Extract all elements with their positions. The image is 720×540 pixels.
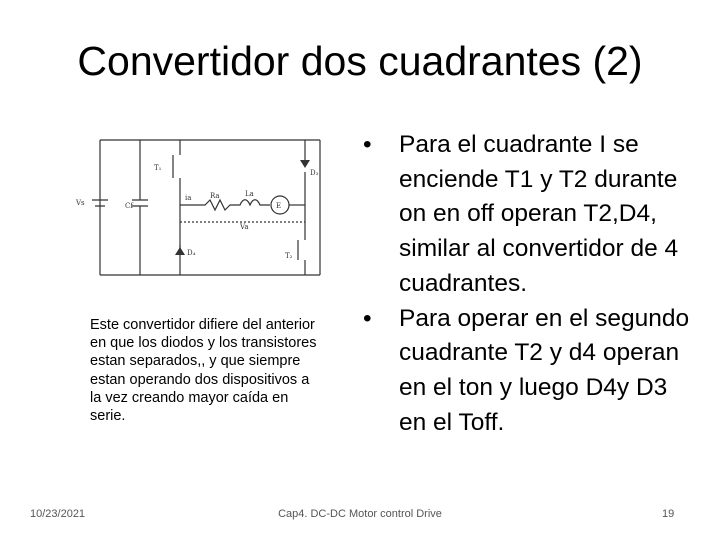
label-va: Va [240,223,249,231]
label-t2: T₂ [285,252,293,260]
bullet-dot-icon: • [363,304,372,332]
bullet-item [358,302,698,441]
label-cf: Cf [125,202,133,210]
bullet-dot-icon: • [363,131,372,158]
diode-d3-icon [300,160,310,168]
footer-page-number: 19 [662,508,675,520]
footer-date: 10/23/2021 [30,508,86,520]
label-ra: Ra [210,192,220,200]
bullet-list [358,128,698,440]
label-la: La [245,190,254,198]
label-d4: D₄ [187,249,196,257]
bullet-text: Para el cuadrante I se enciende T1 y T2 durante on en off operan T2,D4, similar al convertidor de 4 cuadrantes. [399,131,679,297]
circuit-caption: Este convertidor difiere del anterior en que los diodos y los transistores estan separados,, y que siempre estan operando dos dispositivos a la vez creando mayor caída en serie. [90,317,317,425]
label-t1: T₁ [154,164,162,172]
bullet-item [358,128,698,302]
label-ia: ia [185,194,192,202]
diode-d4-icon [175,247,185,255]
bullet-text: Para operar en el segundo cuadrante T2 y d4 operan en el ton y luego D4y D3 en el Toff. [399,304,690,436]
label-d3: D₃ [310,169,319,177]
footer-title: Cap4. DC-DC Motor control Drive [278,508,442,520]
label-vs: Vs [76,199,85,207]
label-e: E [276,202,282,210]
slide-title: Convertidor dos cuadrantes (2) [77,38,643,84]
circuit-diagram [70,130,330,290]
